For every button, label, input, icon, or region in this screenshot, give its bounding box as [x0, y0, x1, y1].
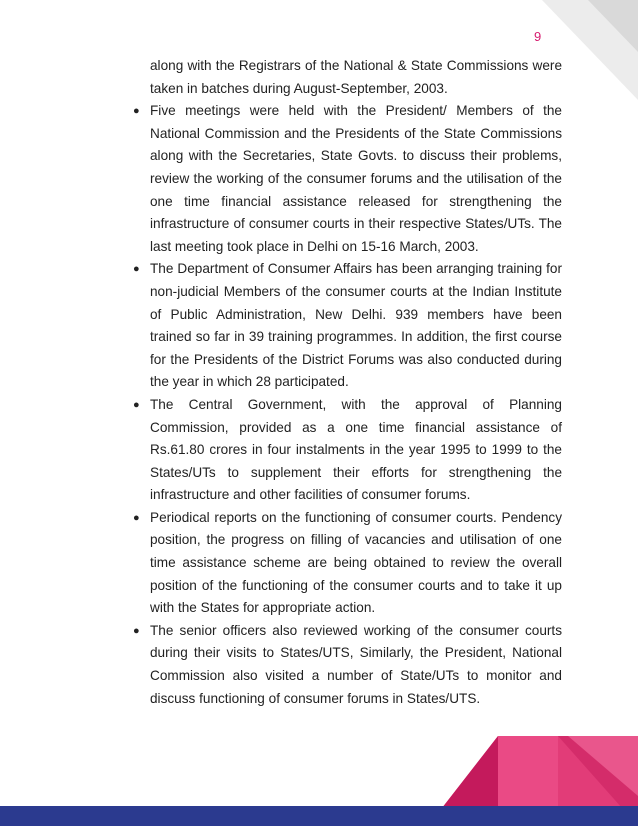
page-number: 9: [534, 29, 542, 44]
list-item: [133, 507, 562, 620]
list-item: [133, 620, 562, 710]
list-item: [133, 258, 562, 394]
bullet-list: [133, 100, 562, 710]
bullet-icon: ●: [133, 263, 140, 276]
bullet-icon: ●: [133, 511, 140, 524]
bullet-icon: ●: [133, 624, 140, 637]
list-item-text: Five meetings were held with the President/ Members of the National Commission and the Presidents of the State Commissions along with the Secretaries, State Govts. to discuss their problems, review the working of the consumer forums and the utilisation of the one time financial assistance released for strengthening the infrastructure of consumer courts in their respective States/UTs. The last meeting took place in Delhi on 15-16 March, 2003.: [150, 103, 562, 254]
intro-paragraph: along with the Registrars of the National & State Commissions were taken in batches during August-September, 2003.: [150, 58, 562, 96]
bullet-icon: ●: [133, 398, 140, 411]
bullet-icon: ●: [133, 105, 140, 118]
list-item-text: The Central Government, with the approval of Planning Commission, provided as a one time financial assistance of Rs.61.80 crores in four instalments in the year 1995 to 1999 to the States/UTs to supplement their efforts for strengthening the infrastructure and other facilities of consumer forums.: [150, 396, 562, 503]
list-item-text: The Department of Consumer Affairs has been arranging training for non-judicial Members of the consumer courts at the Indian Institute of Public Administration, New Delhi. 939 members have been trained so far in 39 training programmes. In addition, the first course for the Presidents of the District Forums was also conducted during the year in which 28 participated.: [150, 261, 562, 390]
footer-bar: [0, 806, 638, 826]
page-body: [133, 55, 562, 710]
list-item-text: The senior officers also reviewed working of the consumer courts during their visits to States/UTS, Similarly, the President, National Commission also visited a number of State/UTs to monitor and discuss functioning of consumer forums in States/UTS.: [150, 622, 562, 706]
list-item-text: Periodical reports on the functioning of consumer courts. Pendency position, the progress on filling of vacancies and utilisation of one time assistance scheme are being obtained to review the overall position of the functioning of the consumer courts and to take it up with the States for appropriate action.: [150, 509, 562, 616]
list-item: [133, 100, 562, 258]
list-item: [133, 394, 562, 507]
